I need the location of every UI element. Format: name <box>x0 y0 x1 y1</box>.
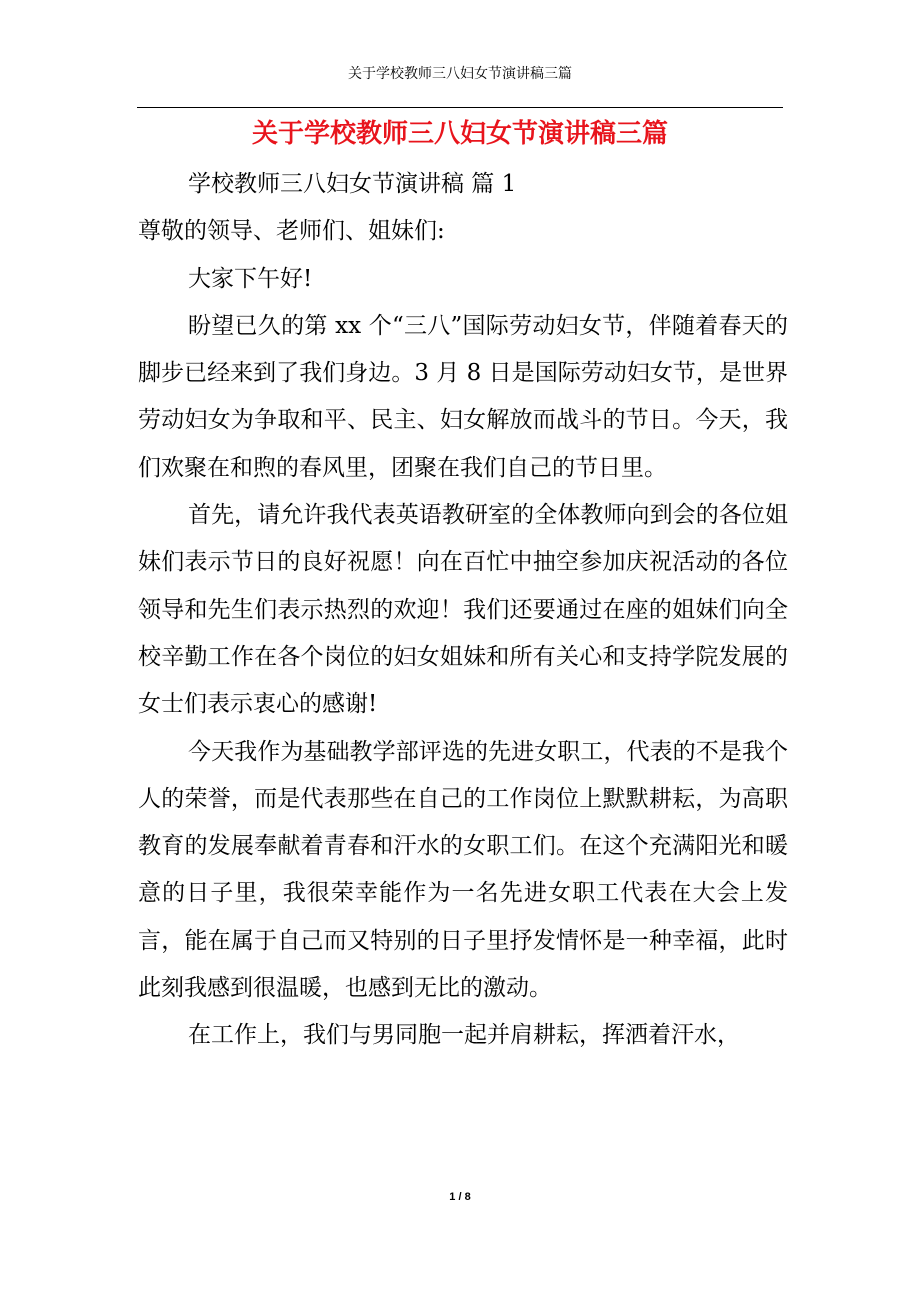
header-divider <box>137 107 783 108</box>
paragraph: 在工作上，我们与男同胞一起并肩耕耘，挥洒着汗水， <box>188 1022 740 1049</box>
page-number: 1 / 8 <box>449 1191 471 1203</box>
document-body <box>138 161 788 1060</box>
paragraph: 大家下午好! <box>188 265 313 292</box>
section-heading: 学校教师三八妇女节演讲稿 篇 1 <box>188 171 517 197</box>
running-header: 关于学校教师三八妇女节演讲稿三篇 <box>348 66 572 82</box>
paragraph: 今天我作为基础教学部评选的先进女职工，代表的不是我个人的荣誉，而是代表那些在自己的工作岗位上默默耕耘，为高职教育的发展奉献着青春和汗水的女职工们。在这个充满阳光和暖意的日子里，我很荣幸能作为一名先进女职工代表在大会上发言，能在属于自己而又特别的日子里抒发情怀是一种幸福，此时此刻我感到很温暖，也感到无比的激动。 <box>138 738 788 1002</box>
salutation: 尊敬的领导、老师们、姐妹们: <box>138 218 445 245</box>
paragraph: 盼望已久的第 xx 个“三八”国际劳动妇女节，伴随着春天的脚步已经来到了我们身边。3 月 8 日是国际劳动妇女节，是世界劳动妇女为争取和平、民主、妇女解放而战斗的节日。今天，我们欢聚在和煦的春风里，团聚在我们自己的节日里。 <box>138 312 788 481</box>
document-title: 关于学校教师三八妇女节演讲稿三篇 <box>251 119 668 149</box>
paragraph: 首先，请允许我代表英语教研室的全体教师向到会的各位姐妹们表示节日的良好祝愿！向在百忙中抽空参加庆祝活动的各位领导和先生们表示热烈的欢迎！我们还要通过在座的姐妹们向全校辛勤工作在各个岗位的妇女姐妹和所有关心和支持学院发展的女士们表示衷心的感谢! <box>138 502 788 718</box>
